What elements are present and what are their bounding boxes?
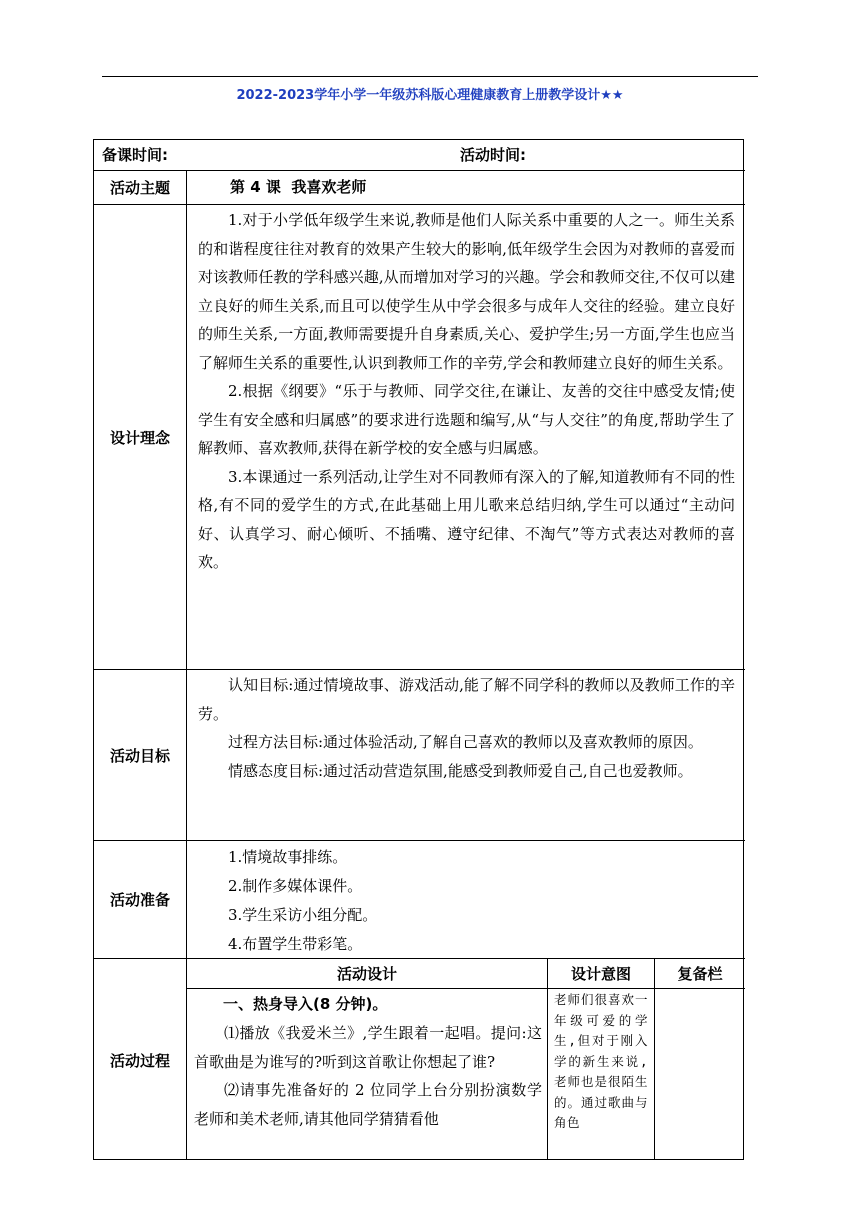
activity-paragraph: ⑴播放《我爱米兰》,学生跟着一起唱。提问:这首歌曲是为谁写的?听到这首歌让你想起了谁? <box>194 1024 542 1071</box>
preparation-content <box>198 843 735 959</box>
row-divider <box>186 988 745 989</box>
activity-paragraph: ⑵请事先准备好的 2 位同学上台分别扮演数学老师和美术老师,请其他同学猜猜看他 <box>194 1081 542 1128</box>
process-label: 活动过程 <box>109 1051 170 1070</box>
preparation-item: 4.布置学生带彩笔。 <box>228 935 363 953</box>
lesson-plan-table <box>93 139 744 1160</box>
prep-time-label: 备课时间: <box>102 146 168 164</box>
concept-paragraph: 1.对于小学低年级学生来说,教师是他们人际关系中重要的人之一。师生关系的和谐程度往往对教育的效果产生较大的影响,低年级学生会因为对教师的喜爱而对该教师任教的学科感兴趣,从而增加对学习的兴趣。学会和教师交往,不仅可以建立良好的师生关系,而且可以使学生从中学会很多与成年人交往的经验。建立良好的师生关系,一方面,教师需要提升自身素质,关心、爱护学生;另一方面,学生也应当了解师生关系的重要性,认识到教师工作的辛劳,学会和教师建立良好的师生关系。 <box>198 211 735 372</box>
preparation-label: 活动准备 <box>109 891 170 909</box>
goals-content <box>198 671 735 785</box>
column-divider <box>547 958 548 1160</box>
theme-label: 活动主题 <box>109 179 170 197</box>
row-divider <box>94 669 745 670</box>
theme-value: 第 4 课 我喜欢老师 <box>230 178 367 196</box>
concept-paragraph: 3.本课通过一系列活动,让学生对不同教师有深入的了解,知道教师有不同的性格,有不同的爱学生的方式,在此基础上用儿歌来总结归纳,学生可以通过“主动问好、认真学习、耐心倾听、不插嘴、遵守纪律、不淘气”等方式表达对教师的喜欢。 <box>198 467 735 571</box>
row-divider <box>94 840 745 841</box>
column-header-review: 复备栏 <box>677 965 723 983</box>
design-concept-content <box>198 206 735 577</box>
header-rule <box>102 76 758 77</box>
design-concept-label: 设计理念 <box>109 428 170 447</box>
row-divider <box>94 204 745 205</box>
activity-time-label: 活动时间: <box>460 146 526 164</box>
column-divider <box>186 170 187 1160</box>
concept-paragraph: 2.根据《纲要》“乐于与教师、同学交往,在谦让、友善的交往中感受友情;使学生有安全感和归属感”的要求进行选题和编写,从“与人交往”的角度,帮助学生了解教师、喜欢教师,获得在新学校的安全感与归属感。 <box>198 382 735 457</box>
preparation-item: 2.制作多媒体课件。 <box>228 877 363 895</box>
row-divider <box>94 170 745 171</box>
preparation-item: 1.情境故事排练。 <box>228 848 348 866</box>
goals-label: 活动目标 <box>109 746 170 765</box>
preparation-item: 3.学生采访小组分配。 <box>228 906 378 924</box>
column-divider <box>654 958 655 1160</box>
activity-design-content <box>194 990 542 1133</box>
document-title: 2022-2023学年小学一年级苏科版心理健康教育上册教学设计★★ <box>236 88 624 103</box>
goal-paragraph: 情感态度目标:通过活动营造氛围,能感受到教师爱自己,自己也爱教师。 <box>228 761 693 780</box>
design-intent-text: 老师们很喜欢一年级可爱的学生,但对于刚入学的新生来说,老师也是很陌生的。通过歌曲与角色 <box>554 992 648 1130</box>
column-header-activity-design: 活动设计 <box>336 965 397 983</box>
column-header-design-intent: 设计意图 <box>570 965 631 983</box>
goal-paragraph: 过程方法目标:通过体验活动,了解自己喜欢的教师以及喜欢教师的原因。 <box>228 733 703 751</box>
stage-title: 一、热身导入(8 分钟)。 <box>223 995 388 1013</box>
goal-paragraph: 认知目标:通过情境故事、游戏活动,能了解不同学科的教师以及教师工作的辛劳。 <box>198 676 735 723</box>
